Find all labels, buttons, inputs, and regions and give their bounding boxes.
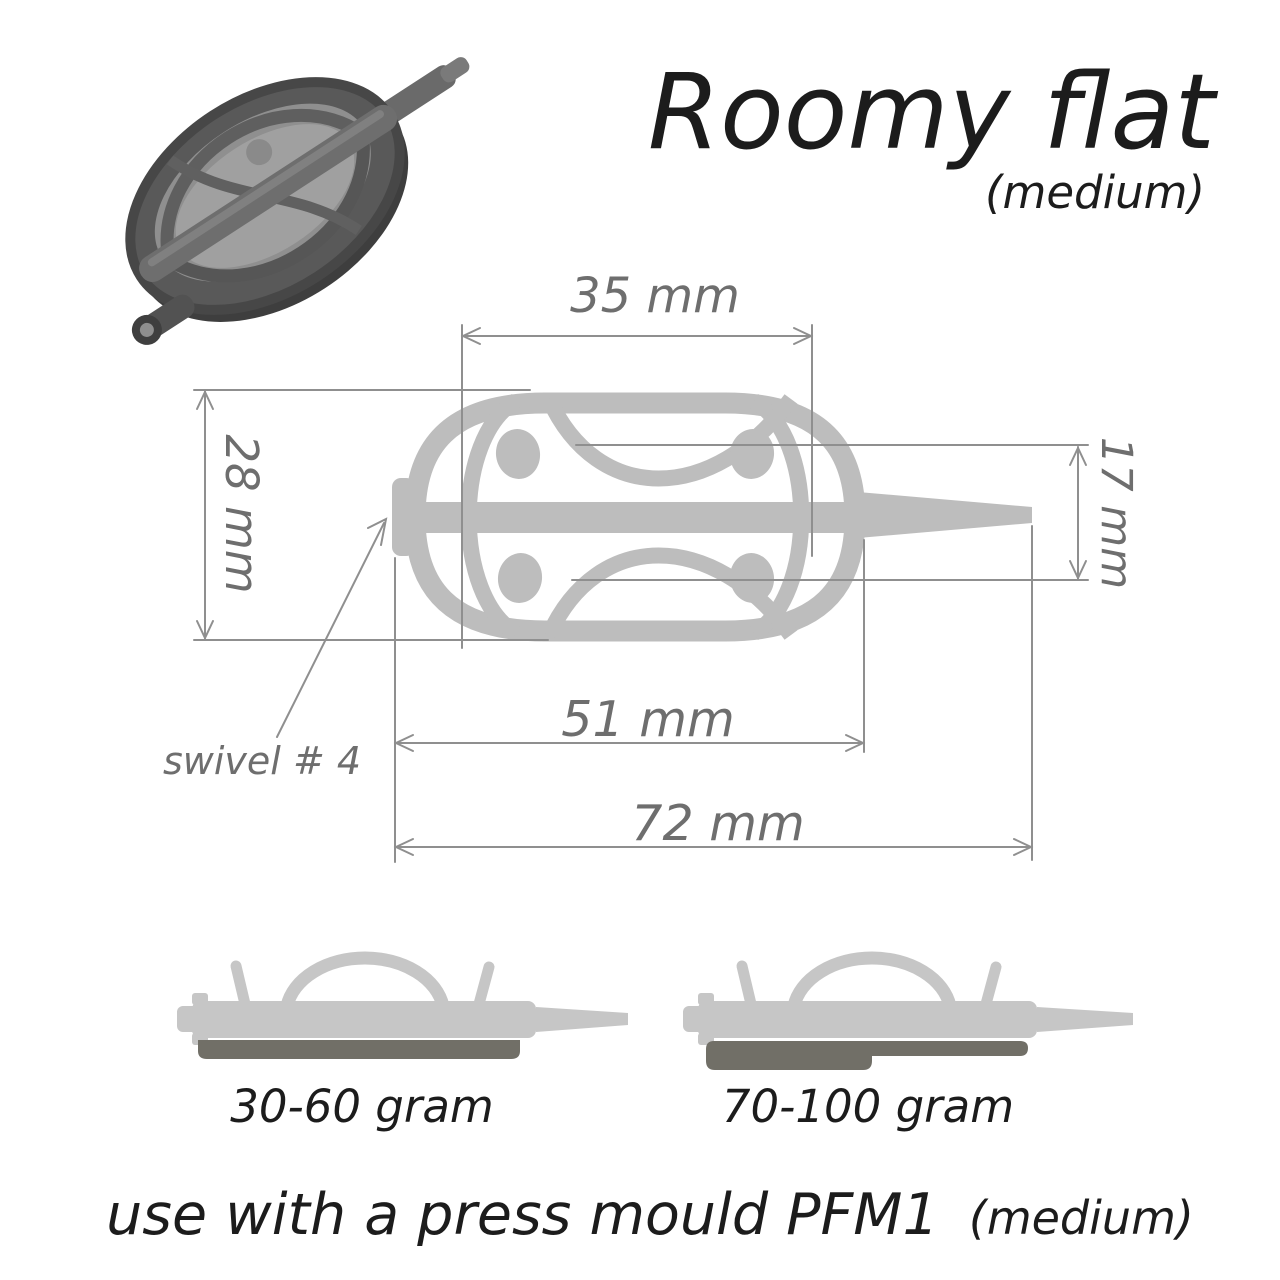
topview-center-bar [403,502,868,533]
sideview-arch [794,958,950,1006]
sideview-prong [236,966,245,1004]
swivel-label: swivel # 4 [163,739,362,783]
sideview-weight-base [198,1040,520,1059]
dim-label-top-width: 35 mm [570,268,740,324]
dim-label-left-height: 28 mm [215,434,268,594]
page-subtitle: (medium) [984,166,1205,219]
sideview-body [698,1001,1037,1038]
sideview-tail [1037,1007,1133,1032]
feeder-side-view-heavy [683,958,1133,1070]
footer-note-main: use with a press mould PFM1 [106,1182,939,1248]
topview-tail [858,492,1032,538]
sideview-weight-base-stepped [706,1041,1028,1070]
sideview-arch [287,958,443,1006]
sideview-tail [536,1007,628,1032]
feeder-3d-render [56,0,529,390]
sideview-prong [479,967,489,1004]
topview-pellet [727,550,778,606]
footer-note-suffix: (medium) [968,1191,1194,1245]
feeder-side-view-light [177,958,628,1059]
feeder-top-view [392,399,1032,635]
dim-label-body-length: 51 mm [561,691,735,748]
topview-swivel [392,478,415,556]
page-title: Roomy flat [647,51,1215,173]
footer-note [106,1182,1194,1248]
topview-pellet [495,550,546,606]
sideview-body [192,1001,536,1038]
sideview-prong [742,966,751,1004]
swivel-callout [163,519,386,783]
topview-pellet [493,426,544,482]
dim-label-right-height: 17 mm [1091,436,1141,590]
dim-label-total-length: 72 mm [631,795,805,852]
weight-label-light: 30-60 gram [230,1080,494,1133]
sideview-prong [986,967,996,1004]
weight-label-heavy: 70-100 gram [721,1080,1015,1133]
